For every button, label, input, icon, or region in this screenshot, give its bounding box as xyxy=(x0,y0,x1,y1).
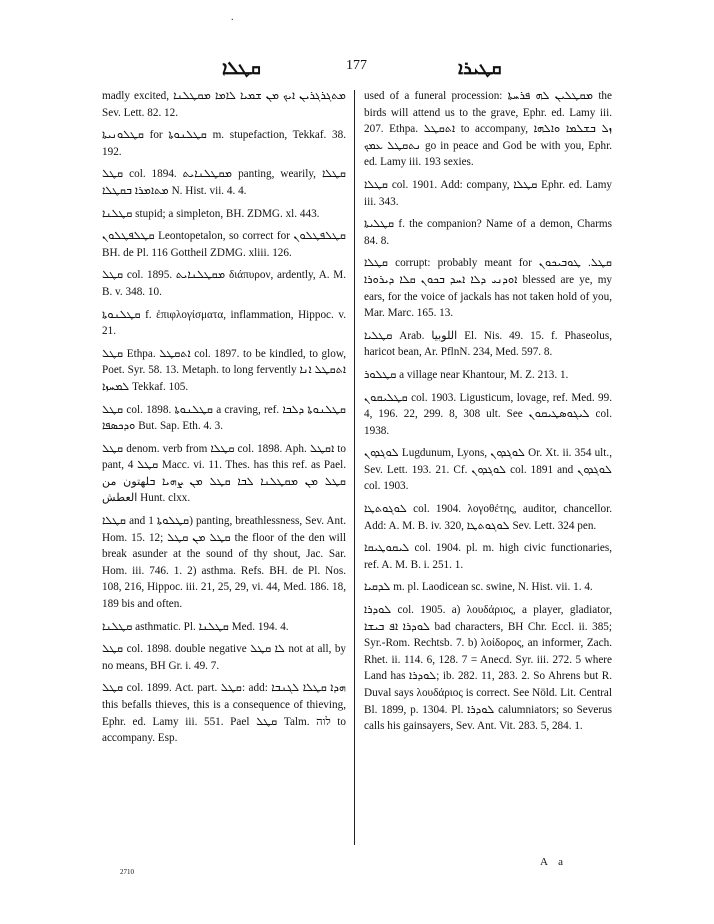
entry: ܩܛܠ col. 1898. ܩܛܠܢܘܬܐ a craving, ref. ܩܛܠܢܘܬܐ ܕܠܒܐ ܘܕܟܣܦܐ But. Sap. Eth. 4. 3. xyxy=(102,403,346,433)
entry: ܩܛܠ col. 1899. Act. part. ܩܛܠ: add: ܗܕܐ ܩܛܠܐ ܠܓܢܒܐ this befalls thieves, this is a consequence of thieving, Ephr. ed. Lamy iii. 551. Pael ܩܛܠ Talm. לוה to accompany. Esp. xyxy=(102,682,347,745)
entry: ܩܛܠ col. 1895. ܡܩܛܠܢܐܝܬ διάπυρον, ardently, A. M. B. v. 348. 10. xyxy=(102,269,347,298)
printer-signature: 2710 xyxy=(120,868,134,876)
entry: ܩܛܠܘܪ a village near Khantour, M. Z. 213. 1. xyxy=(364,368,569,381)
entry: ܩܛܠܐ and ܩܛܠܘܬܐ 1) panting, breathlessness, Sev. Ant. Hom. 15. 12; ܩܛܠ ܡܢ ܩܛܠ the floor of the den will break asunder at the sound of thy shout, Jac. Sar. Hom. iii. 746. 1. 2) asthma. Refs. BH. de Pl. Nos. 108, 216, Hippoc. iii. 21, 25, 29, vi. 44, Med. 186. 18, 189 bis and often. xyxy=(102,515,347,611)
entry: ܩܛܠܘܢܝܬܐ for ܩܛܠܢܘܬܐ m. stupefaction, Tekkaf. 38. 192. xyxy=(102,129,346,158)
header-left-catchword: ܩܛܠܐ xyxy=(222,58,261,78)
entry: ܠܕܩܝܐ m. pl. Laodicean sc. swine, N. Hist. vii. 1. 4. xyxy=(364,581,593,594)
signature-mark: A a xyxy=(540,856,567,868)
entry: ܩܛܠ denom. verb from ܩܛܠܐ col. 1898. Aph. ܐܩܛܠ to pant, ܩܛܠ 4 Macc. vi. 11. Thes. has this ref. as Pael. ܩܛܠ ܡܢ ܡܩܛܠܢܐ ܠܒܐ ܩܛܠ ܡܢ ܨܗܝܐ ܒلهتون من العطش Hunt. clxx. xyxy=(102,442,347,505)
top-mark: . xyxy=(231,12,234,23)
header-right-catchword: ܩܛܝܪܐ xyxy=(458,58,502,78)
entry: ܩܛܠܢܐ asthmatic. Pl. ܩܛܠܢܐ Med. 194. 4. xyxy=(102,620,289,633)
entry: used of a funeral procession: ܡܩܛܠܝܢ ܠܗ ܦܪܚܬܐ the birds will attend us to the grave, Ephr. ed. Lamy iii. 207. Ethpa. ܐܬܩܛܠ to accompany, ܙܠ ܒܫܠܡܐ ܘܐܠܗܐ ܢܬܩܛܠ ܥܡܟ go in peace and God be with you, Ephr. ed. Lamy iii. 193 sexies. xyxy=(364,90,613,169)
entry: ܩܛܠ col. 1898. double negative ܠܐ ܩܛܠ not at all, by no means, BH Gr. i. 49. 7. xyxy=(102,643,347,672)
entry: ܩܛܠܐ corrupt: probably meant for ܩܛܠ. ܛܘܒܝܟܘܢ ܐܘܕܢܝ ܕܠܐ ܐܚܕ ܒܟܘܢ ܩܠܐ ܕܝܪܘܪܐ blessed are ye, my ears, for the voice of jackals has not taken hold of you, Mar. Marc. 165. 13. xyxy=(364,257,612,320)
entry: ܠܘܕܪܐ col. 1905. a) λουδάριος, a player, gladiator, ܠܘܕܪܐ ܐܦ ܒܝܫܐ bad characters, BH Chr. Eccl. ii. 385; Syr.-Rom. Rechtsb. 7. b) λοίδορος, an informer, Zach. Rhet. ii. 114. 6, 128. 7 = Anecd. Syr. iii. 272. 5 where Land has ܠܘܕܪܐ; ib. 282. 11, 283. 2. So Ahrens but R. Duval says λουδάριος is correct. See Nöld. Lit. Central Bl. 1899, p. 1304. Pl. ܠܘܕܪܐ calumniators; so Severus calls his gainsayers, Sev. Ant. Vit. 283. 5, 284. 1. xyxy=(364,604,612,733)
entry: ܩܛܠ Ethpa. ܐܬܩܛܠ col. 1897. to be kindled, to glow, Poet. Syr. 58. 13. Metaph. to long fervently ܐܬܩܛܠ ܐܢܐ ܠܡܚܙܐ Tekkaf. 105. xyxy=(102,347,346,393)
column-divider xyxy=(354,90,355,845)
entry: ܩܛܠܢܐ stupid; a simpleton, BH. ZDMG. xl. 443. xyxy=(102,207,320,220)
entry: ܩܛܠܝܐ Arab. اللوبيا El. Nis. 49. 15. f. Phaseolus, haricot bean, Ar. PflnN. 234, Med. 597. 8. xyxy=(364,329,612,359)
entry: madly excited, ܡܬܓܪܓܪܝܢ ܐܝܟ ܡܢ ܫܡܝܐ ܠܐܡܐ ܡܩܛܠܢܐ Sev. Lett. 82. 12. xyxy=(102,90,347,119)
page-number: 177 xyxy=(346,58,367,73)
entry: ܠܘܓܘܬܛܐ col. 1904. λογοθέτης, auditor, chancellor. Add: A. M. B. iv. 320, ܠܘܓܘܬܛܐ Sev. Lett. 324 pen. xyxy=(364,503,612,532)
entry: ܩܛܠܦܛܠܘܢ Leontopetalon, so correct for ܩܛܠܦܛܠܘܢ BH. de Pl. 116 Gottheil ZDMG. xliii. 126. xyxy=(102,230,346,259)
entry: ܩܛܠܝܩܘܢ col. 1903. Ligusticum, lovage, ref. Med. 99. 4, 196. 22, 299. 8, 308 ult. See ܠܝܓܘܣܛܝܩܘܢ col. 1938. xyxy=(364,391,612,437)
right-column xyxy=(364,88,612,741)
entry: ܩܛܠܐ col. 1901. Add: company, ܩܛܠܐ Ephr. ed. Lamy iii. 343. xyxy=(364,178,612,208)
left-column xyxy=(102,88,346,753)
entry: ܠܝܩܘܛܝܩܐ col. 1904. pl. m. high civic functionaries, ref. A. M. B. i. 251. 1. xyxy=(364,542,612,571)
entry: ܩܛܠܢܘܬܐ f. ἐπιφλογίσματα, inflammation, Hippoc. v. 21. xyxy=(102,308,346,338)
entry: ܩܛܠܝܬܐ f. the companion? Name of a demon, Charms 84. 8. xyxy=(364,218,612,247)
entry: ܩܛܠ col. 1894. ܡܩܛܠܢܐܝܬ panting, wearily, ܩܛܠܐ ܡܬܐܡܪܐ ܒܩܛܠܐ N. Hist. vii. 4. 4. xyxy=(102,168,346,197)
entry: ܠܘܓܕܘܢ Lugdunum, Lyons, ܠܘܓܕܘܢ Or. Xt. ii. 354 ult., Sev. Lett. 193. 21. Cf. ܠܘܓܕܘܢ col. 1891 and ܠܘܓܕܘܢ col. 1903. xyxy=(364,447,612,493)
